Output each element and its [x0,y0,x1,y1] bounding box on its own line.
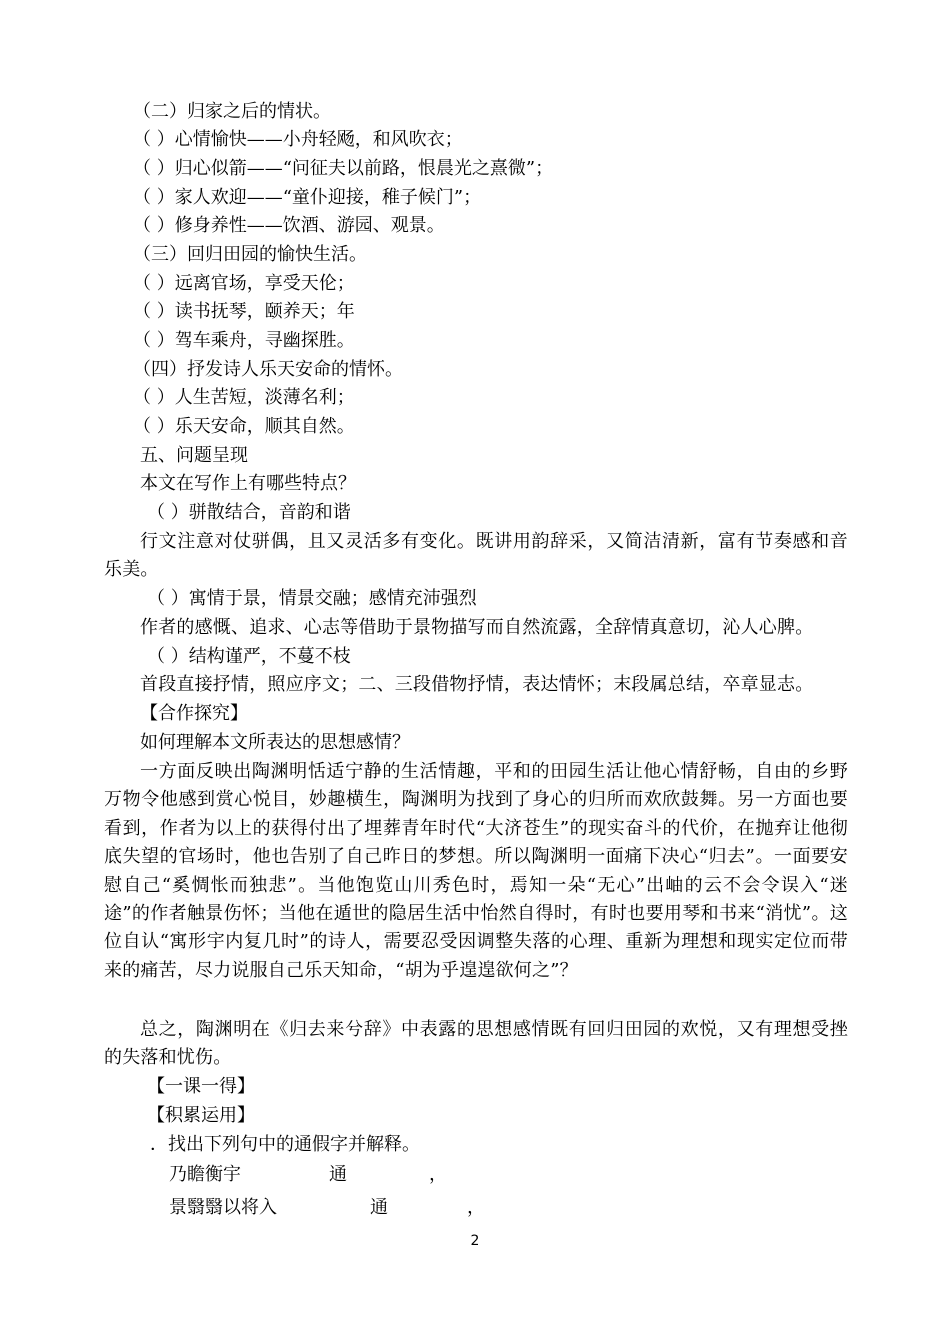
body-paragraph: 总之，陶渊明在《归去来兮辞》中表露的思想感情既有回归田园的欢悦，又有理想受挫的失落和忧伤。 [104,1019,848,1069]
exercise-sentence: 景翳翳以将入 [169,1197,277,1218]
blank-comma: ， [467,1197,485,1218]
list-item: （ ）家人欢迎——“童仆迎接，稚子候门”； [133,187,482,208]
question-text: 本文在写作上有哪些特点？ [140,473,356,494]
list-item: （ ）驾车乘舟，寻幽探胜。 [133,330,355,351]
section-heading: （四）抒发诗人乐天安命的情怀。 [133,359,403,380]
tong-label: 通 [329,1164,347,1185]
feature-text: 行文注意对仗骈偶，且又灵活多有变化。既讲用韵辞采，又简洁清新，富有节奏感和音乐美。 [104,531,848,581]
exercise-sentence: 乃瞻衡宇 [169,1164,241,1185]
list-item: （ ）归心似箭——“问征夫以前路，恨晨光之熹微”； [133,158,554,179]
feature-text: 首段直接抒情，照应序文；二、三段借物抒情，表达情怀；末段属总结，卒章显志。 [140,674,814,695]
list-item: （ ）乐天安命，顺其自然。 [133,416,355,437]
section-heading: （三）回归田园的愉快生活。 [133,244,367,265]
list-item: （ ）远离官场，享受天伦； [133,273,355,294]
feature-text: 作者的感慨、追求、心志等借助于景物描写而自然流露，全辞情真意切，沁人心脾。 [140,617,814,638]
feature-title: （ ）寓情于景，情景交融；感情充沛强烈 [147,588,477,609]
list-item: （ ）人生苦短，淡薄名利； [133,387,355,408]
tong-label: 通 [370,1197,388,1218]
section-heading: 【一课一得】 [147,1076,255,1097]
question-text: 如何理解本文所表达的思想感情？ [140,732,410,753]
feature-title: （ ）结构谨严，不蔓不枝 [147,646,351,667]
list-item: （ ）修身养性——饮酒、游园、观景。 [133,215,445,236]
list-item: （ ）心情愉快——小舟轻飏，和风吹衣； [133,129,463,150]
list-item: （ ）读书抚琴，颐养天；年 [133,301,355,322]
body-paragraph: 一方面反映出陶渊明恬适宁静的生活情趣，平和的田园生活让他心情舒畅，自由的乡野万物令他感到赏心悦目，妙趣横生，陶渊明为找到了身心的归所而欢欣鼓舞。另一方面也要看到，作者为以上的获得付出了埋葬青年时代“大济苍生”的现实奋斗的代价，在抛弃让他彻底失望的官场时，他也告别了自己昨日的梦想。所以陶渊明一面痛下决心“归去”。一面要安慰自己“奚惆怅而独悲”。当他饱览山川秀色时，焉知一朵“无心”出岫的云不会令误入“迷途”的作者触景伤怀；当他在遁世的隐居生活中怡然自得时，有时也要用琴和书来“消忧”。这位自认“寓形宇内复几时”的诗人，需要忍受因调整失落的心理、重新为理想和现实定位而带来的痛苦，尽力说服自己乐天知命，“胡为乎遑遑欲何之”？ [104,761,848,981]
section-heading: 【合作探究】 [140,703,248,724]
section-heading: 五、问题呈现 [140,445,248,466]
page-number: 2 [470,1233,480,1249]
section-heading: 【积累运用】 [147,1105,255,1126]
section-heading: （二）归家之后的情状。 [133,101,331,122]
exercise-instruction: ．找出下列句中的通假字并解释。 [150,1134,420,1155]
feature-title: （ ）骈散结合，音韵和谐 [147,502,351,523]
blank-comma: ， [429,1164,447,1185]
